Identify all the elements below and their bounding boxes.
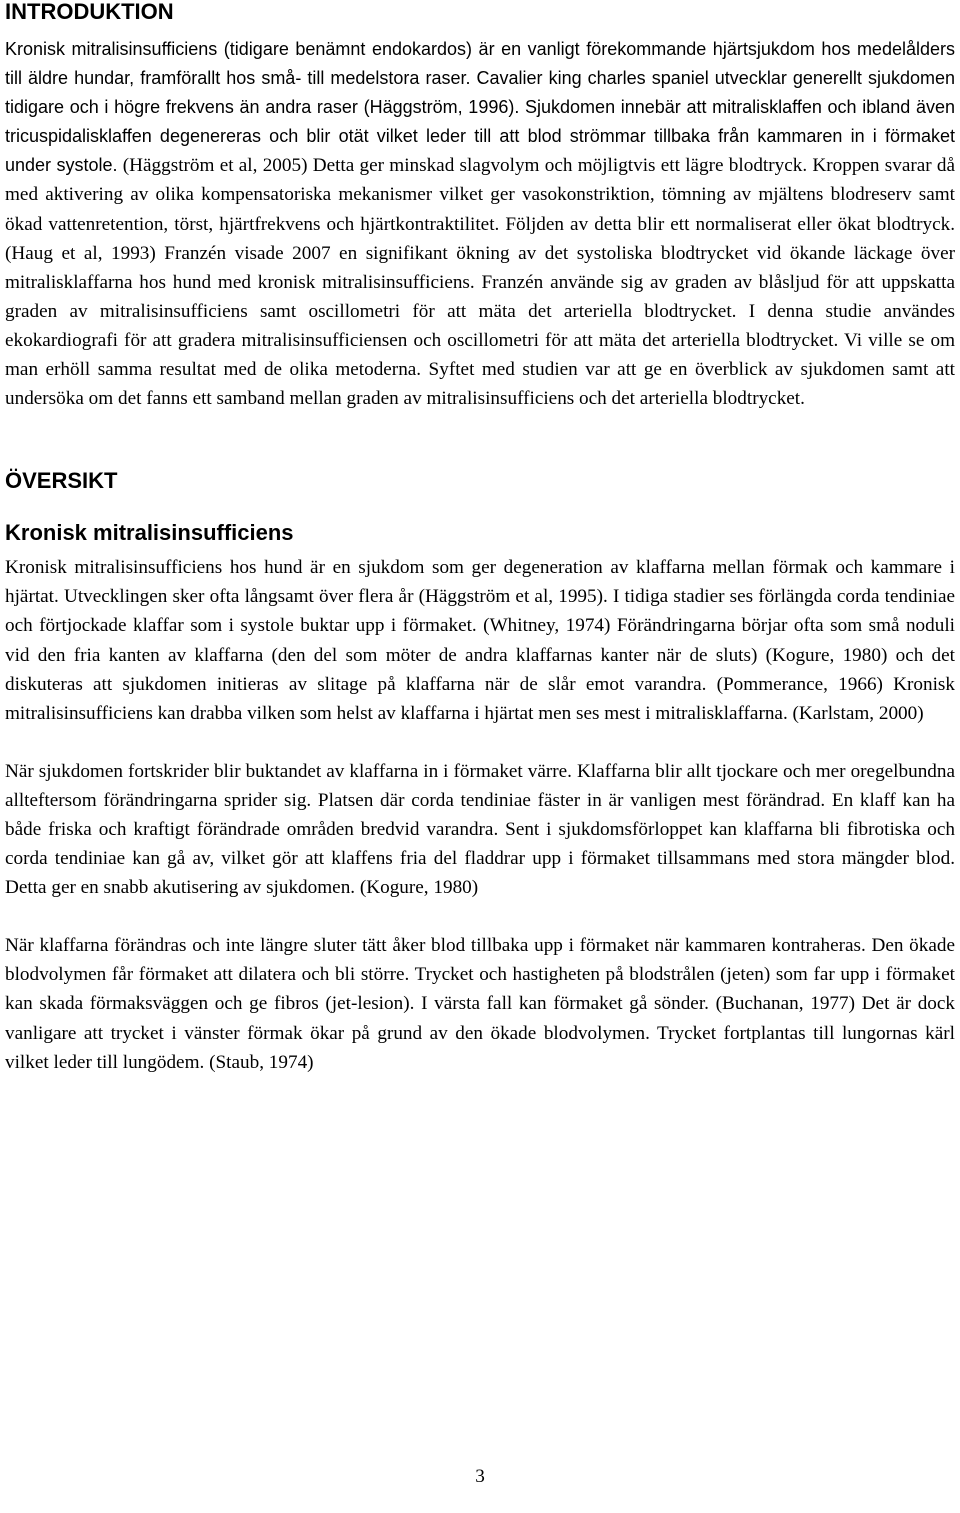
- kronisk-paragraph-1: Kronisk mitralisinsufficiens hos hund är en sjukdom som ger degeneration av klaffarna mellan förmak och kammare i hjärtat. Utvecklingen sker ofta långsamt över flera år (Häggström et al, 1995). I tidiga stadier ses förlängda corda tendiniae och förtjockade klaffar som i systole buktar upp i förmaket. (Whitney, 1974) Förändringarna börjar ofta som små noduli vid den fria kanten av klaffarna (den del som möter de andra klaffarnas kanter när de sluts) (Kogure, 1980) och det diskuteras att sjukdomen initieras av slitage på klaffarna när de slår emot varandra. (Pommerance, 1966) Kronisk mitralisinsufficiens kan drabba vilken som helst av klaffarna i hjärtat men ses mest i mitralisklaffarna. (Karlstam, 2000): [5, 557, 955, 724]
- document-page: [5, 0, 955, 1077]
- kronisk-paragraph-3: När klaffarna förändras och inte längre sluter tätt åker blod tillbaka upp i förmaket när kammaren kontraheras. Den ökade blodvolymen får förmaket att dilatera och bli större. Trycket och hastigheten på blodstrålen (jeten) som far upp i förmaket kan skada förmaksväggen och ge fibros (jet-lesion). I värsta fall kan förmaket gå sönder. (Buchanan, 1977) Det är dock vanligare att trycket i vänster förmak ökar på grund av den ökade blodvolymen. Trycket fortplantas till lungornas kärl vilket leder till lungödem. (Staub, 1974): [5, 935, 955, 1073]
- intro-paragraph-serif-run: (Häggström et al, 2005) Detta ger minskad slagvolym och möjligtvis ett lägre blodtryck. Kroppen svarar då med aktivering av olika kompensatoriska mekanismer vilket ger vasokonstriktion, tömning av mjältens blodreserv samt ökad vattenretention, törst, hjärtfrekvens och hjärtkontraktilitet. Följden av detta blir ett normaliserat eller ökat blodtryck. (Haug et al, 1993) Franzén visade 2007 en signifikant ökning av det systoliska blodtrycket vid ökande läckage över mitralisklaffarna hos hund med kronisk mitralisinsufficiens. Franzén använde sig av graden av blåsljud för att uppskatta graden av mitralisinsufficiens samt oscillometri för att mäta det arteriella blodtrycket. I denna studie användes ekokardiografi för att gradera mitralisinsufficiensen och oscillometri för att mäta det arteriella blodtrycket. Vi ville se om man erhöll samma resultat med de olika metoderna. Syftet med studien var att ge en överblick av sjukdomen samt att undersöka om det fanns ett samband mellan graden av mitralisinsufficiens och det arteriella blodtrycket.: [5, 155, 956, 410]
- intro-paragraph: [5, 35, 955, 413]
- subsection-heading-kronisk: Kronisk mitralisinsufficiens: [5, 520, 294, 546]
- section-heading-introduktion: INTRODUKTION: [5, 0, 174, 24]
- intro-paragraph-sans-run: Kronisk mitralisinsufficiens (tidigare benämnt endokardos) är en vanligt förekommande hjärtsjukdom hos medelålders till äldre hundar, framförallt hos små- till medelstora raser. Cavalier king charles spaniel utvecklar generellt sjukdomen tidigare och i högre frekvens än andra raser (Häggström, 1996). Sjukdomen innebär att mitralisklaffen och ibland även tricuspidalisklaffen degenereras och blir otät vilket leder till att blod strömmar tillbaka från kammaren in i förmaket under systole.: [5, 39, 955, 176]
- section-heading-oversikt: ÖVERSIKT: [5, 468, 118, 494]
- kronisk-paragraph-2: När sjukdomen fortskrider blir buktandet av klaffarna in i förmaket värre. Klaffarna blir allt tjockare och mer oregelbundna allteftersom förändringarna sprider sig. Platsen där corda tendiniae fäster in är vanligen mest förändrad. En klaff kan ha både friska och kraftigt förändrade områden bredvid varandra. Sent i sjukdomsförloppet kan klaffarna bli fibrotiska och corda tendiniae kan gå av, vilket gör att klaffens fria del fladdrar upp i förmaket tillsammans med stora mängder blod. Detta ger en snabb akutisering av sjukdomen. (Kogure, 1980): [5, 760, 955, 899]
- page-number: 3: [475, 1466, 485, 1487]
